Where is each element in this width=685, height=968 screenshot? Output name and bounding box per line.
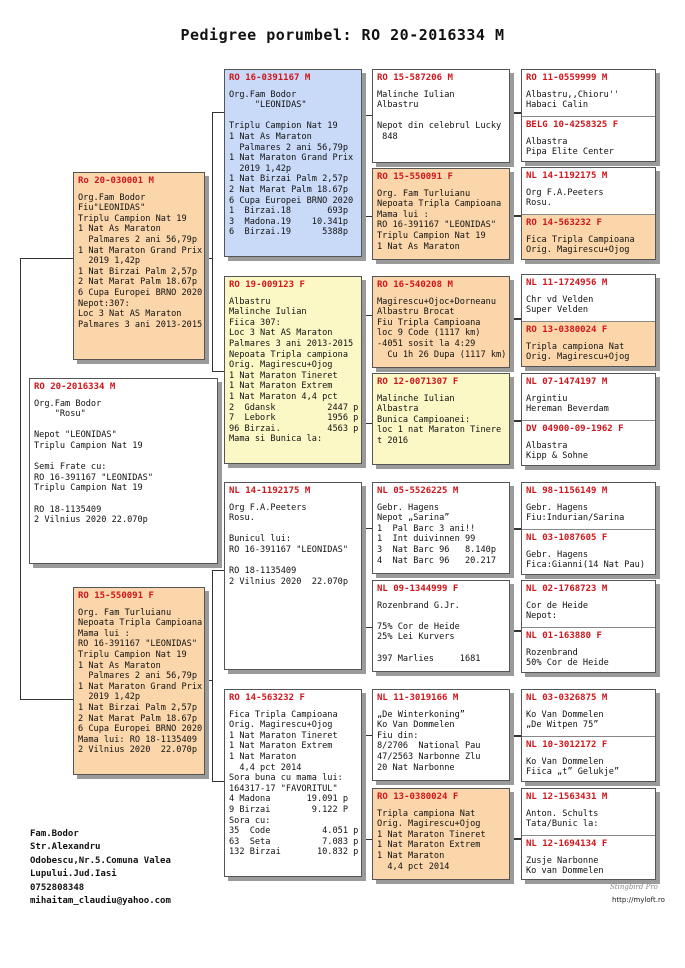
gen4-sire-5	[522, 483, 655, 528]
gen4-dam-details-1: Albastra Pipa Elite Center	[526, 136, 614, 158]
subject-details: Org.Fam Bodor "Rosu" Nepot "LEONIDAS" Triplu Campion Nat 19 Semi Frate cu: RO 16-391167 "LEONIDAS" Triplu Campion Nat 19 RO 18-1135409 2 Vilnius 2020 22.070p	[34, 398, 153, 526]
gen3-ring-7: NL 11-3019166 M	[377, 693, 459, 703]
gen4-sire-ring-2: NL 14-1192175 M	[526, 171, 608, 181]
gen3-details-8: Tripla campiona Nat Orig. Magirescu+Ojog 1 Nat Maraton Tineret 1 Nat Maraton Extrem 1 Nat Maraton 4,4 pct 2014	[377, 808, 486, 872]
gen4-pair-2[interactable]	[521, 167, 656, 260]
gen3-card-1[interactable]	[372, 69, 510, 163]
gen4-sire-4	[522, 374, 655, 419]
gen3-ring-5: NL 05-5526225 M	[377, 486, 459, 496]
granddam-maternal-card[interactable]	[224, 689, 362, 877]
gen4-dam-details-5: Gebr. Hagens Fica:Gianni(14 Nat Pau)	[526, 549, 645, 571]
gen4-pair-8[interactable]	[521, 788, 656, 880]
gen4-sire-details-7: Ko Van Dommelen „De Witpen 75”	[526, 709, 604, 731]
gen3-details-4: Malinche Iulian Albastra Bunica Campioanei: loc 1 nat Maraton Tinere t 2016	[377, 393, 502, 446]
dam-ring: RO 15-550091 F	[78, 591, 154, 601]
gen4-sire-details-2: Org F.A.Peeters Rosu.	[526, 187, 604, 209]
gen3-details-5: Gebr. Hagens Nepot „Sarina” 1 Pal Barc 3 ani!! 1 Int duivinnen 99 3 Nat Barc 96 8.140p 4 Nat Barc 96 20.217	[377, 502, 496, 566]
sire-details: Org.Fam Bodor Fiu"LEONIDAS" Triplu Campion Nat 19 1 Nat As Maraton Palmares 2 ani 56,79p 1 Nat Maraton Grand Prix 2019 1,42p 1 Nat Birzai Palm 2,57p 2 Nat Marat Palm 18.67p 6 Cupa Europei BRNO 2020 Nepot:307: Loc 3 Nat AS Maraton Palmares 3 ani 2013-2015	[78, 192, 203, 330]
gen4-sire-2	[522, 168, 655, 213]
brand-logo: Stingbird Pro	[610, 883, 658, 891]
gen4-dam-details-3: Tripla campiona Nat Orig. Magirescu+Ojog	[526, 341, 630, 363]
gen4-dam-4	[522, 420, 655, 466]
gen4-pair-6[interactable]	[521, 580, 656, 673]
gen4-sire-ring-8: NL 12-1563431 M	[526, 792, 608, 802]
gen4-pair-1[interactable]	[521, 69, 656, 162]
grandsire-maternal-details: Org F.A.Peeters Rosu. Bunicul lui: RO 16-391167 "LEONIDAS" RO 18-1135409 2 Vilnius 2020 22.070p	[229, 502, 348, 587]
gen4-sire-7	[522, 690, 655, 735]
gen4-sire-details-6: Cor de Heide Nepot:	[526, 600, 589, 622]
granddam-paternal-ring: RO 19-009123 F	[229, 280, 305, 290]
gen4-dam-3	[522, 321, 655, 367]
gen4-sire-3	[522, 275, 655, 320]
subject-ring: RO 20-2016334 M	[34, 382, 116, 392]
gen4-sire-details-5: Gebr. Hagens Fiu:Indurian/Sarina	[526, 502, 625, 524]
gen3-ring-4: RO 12-0071307 F	[377, 377, 459, 387]
gen4-dam-ring-2: RO 14-563232 F	[526, 218, 602, 228]
dam-details: Org. Fam Turluianu Nepoata Tripla Campioana Mama lui : RO 16-391167 "LEONIDAS" Triplu Campion Nat 19 1 Nat As Maraton Palmares 2 ani 56,79p 1 Nat Maraton Grand Prix 2019 1,42p 1 Nat Birzai Palm 2,57p 2 Nat Marat Palm 18.67p 6 Cupa Europei BRNO 2020 Mama lui: RO 18-1135409 2 Vilnius 2020 22.070p	[78, 607, 203, 756]
granddam-paternal-card[interactable]	[224, 276, 362, 464]
gen4-dam-details-8: Zusje Narbonne Ko van Dommelen	[526, 855, 604, 877]
gen3-details-6: Rozenbrand G.Jr. 75% Cor de Heide 25% Lei Kurvers 397 Marlies 1681	[377, 600, 481, 664]
grandsire-maternal-ring: NL 14-1192175 M	[229, 486, 311, 496]
gen4-sire-ring-5: NL 98-1156149 M	[526, 486, 608, 496]
grandsire-maternal-card[interactable]	[224, 482, 362, 670]
gen4-dam-ring-4: DV 04900-09-1962 F	[526, 424, 624, 434]
gen4-sire-6	[522, 581, 655, 626]
gen4-pair-7[interactable]	[521, 689, 656, 782]
sire-card[interactable]	[73, 172, 205, 360]
gen4-sire-ring-6: NL 02-1768723 M	[526, 584, 608, 594]
gen4-dam-ring-6: NL 01-163880 F	[526, 631, 602, 641]
gen3-card-3[interactable]	[372, 276, 510, 368]
gen4-sire-ring-4: NL 07-1474197 M	[526, 377, 608, 387]
gen4-sire-ring-3: NL 11-1724956 M	[526, 278, 608, 288]
dam-card[interactable]	[73, 587, 205, 775]
gen4-dam-details-7: Ko Van Dommelen Fiica „t” Gelukje”	[526, 756, 620, 778]
grandsire-paternal-details: Org.Fam Bodor "LEONIDAS" Triplu Campion Nat 19 1 Nat As Maraton Palmares 2 ani 56,79p 1 Nat Maraton Grand Prix 2019 1,42p 1 Nat Birzai Palm 2,57p 2 Nat Marat Palm 18.67p 6 Cupa Europei BRNO 2020 1 Birzai.18 693p 3 Madona.19 10.341p 6 Birzai.19 5388p	[229, 89, 354, 238]
brand-url[interactable]: http://myloft.ro	[612, 896, 665, 904]
gen4-dam-6	[522, 627, 655, 673]
gen4-sire-details-4: Argintiu Hereman Beverdam	[526, 393, 609, 415]
granddam-paternal-details: Albastru Malinche Iulian Fiica 307: Loc 3 Nat AS Maraton Palmares 3 ani 2013-2015 Nepoata Tripla campiona Orig. Magirescu+Ojog 1 Nat Maraton Tineret 1 Nat Maraton Extrem 1 Nat Maraton 4,4 pct 2 Gdansk 2447 p 7 Lebork 1956 p 96 Birzai. 4563 p Mama si Bunica la:	[229, 296, 359, 445]
gen3-ring-2: RO 15-550091 F	[377, 172, 453, 182]
gen4-dam-ring-8: NL 12-1694134 F	[526, 839, 608, 849]
gen3-details-1: Malinche Iulian Albastru Nepot din celebrul Lucky 848	[377, 89, 502, 142]
gen3-card-5[interactable]	[372, 482, 510, 574]
page-title: Pedigree porumbel: RO 20-2016334 M	[180, 26, 505, 44]
gen4-dam-details-2: Fica Tripla Campioana Orig. Magirescu+Ojog	[526, 234, 635, 256]
gen4-sire-details-8: Anton. Schults Tata/Bunic la:	[526, 808, 599, 830]
granddam-maternal-ring: RO 14-563232 F	[229, 693, 305, 703]
gen4-pair-5[interactable]	[521, 482, 656, 575]
owner-contact: Fam.Bodor Str.Alexandru Odobescu,Nr.5.Comuna Valea Lupului.Jud.Iasi 0752808348 mihaitam_claudiu@yahoo.com	[30, 829, 171, 907]
subject-card[interactable]	[29, 378, 218, 564]
gen4-dam-5	[522, 529, 655, 575]
gen4-dam-8	[522, 835, 655, 880]
gen4-dam-ring-5: NL 03-1087605 F	[526, 533, 608, 543]
gen3-details-2: Org. Fam Turluianu Nepoata Tripla Campioana Mama lui : RO 16-391167 "LEONIDAS" Triplu Campion Nat 19 1 Nat As Maraton	[377, 188, 502, 252]
gen4-dam-ring-3: RO 13-0380024 F	[526, 325, 608, 335]
gen4-dam-details-6: Rozenbrand 50% Cor de Heide	[526, 647, 609, 669]
gen3-card-6[interactable]	[372, 580, 510, 672]
gen4-dam-7	[522, 736, 655, 782]
granddam-maternal-details: Fica Tripla Campioana Orig. Magirescu+Ojog 1 Nat Maraton Tineret 1 Nat Maraton Extrem 1 Nat Maraton 4,4 pct 2014 Sora buna cu mama lui: 164317-17 "FAVORITUL" 4 Madona 19.091 p 9 Birzai 9.122 P Sora cu: 35 Code 4.051 p 63 Seta 7.083 p 132 Birzai 10.832 p	[229, 709, 359, 858]
gen3-card-2[interactable]	[372, 168, 510, 260]
gen3-card-8[interactable]	[372, 788, 510, 880]
gen3-ring-3: RO 16-540208 M	[377, 280, 453, 290]
gen4-dam-ring-1: BELG 10-4258325 F	[526, 120, 619, 130]
gen4-dam-ring-7: NL 10-3012172 F	[526, 740, 608, 750]
gen4-dam-details-4: Albastra Kipp & Sohne	[526, 440, 589, 462]
gen4-sire-ring-7: NL 03-0326875 M	[526, 693, 608, 703]
gen4-sire-1	[522, 70, 655, 115]
gen4-pair-4[interactable]	[521, 373, 656, 466]
gen3-ring-8: RO 13-0380024 F	[377, 792, 459, 802]
gen4-dam-1	[522, 116, 655, 162]
gen4-dam-2	[522, 214, 655, 260]
gen4-sire-ring-1: RO 11-0559999 M	[526, 73, 608, 83]
gen3-details-7: „De Winterkoning” Ko Van Dommelen Fiu din: 8/2706 National Pau 47/2563 Narbonne Zlu 20 Nat Narbonne	[377, 709, 481, 773]
gen4-sire-details-1: Albastru,,Chioru'' Habaci Calin	[526, 89, 620, 111]
gen3-ring-6: NL 09-1344999 F	[377, 584, 459, 594]
gen3-card-4[interactable]	[372, 373, 510, 465]
gen4-sire-8	[522, 789, 655, 834]
gen3-ring-1: RO 15-587206 M	[377, 73, 453, 83]
gen4-pair-3[interactable]	[521, 274, 656, 367]
grandsire-paternal-card[interactable]	[224, 69, 362, 257]
sire-ring: Ro 20-030001 M	[78, 176, 154, 186]
gen4-sire-details-3: Chr vd Velden Super Velden	[526, 294, 594, 316]
gen3-details-3: Magirescu+Ojoc+Dorneanu Albastru Brocat Fiu Tripla Campioana loc 9 Code (1117 km) -4051 sosit la 4:29 Cu 1h 26 Dupa (1117 km)	[377, 296, 507, 360]
gen3-card-7[interactable]	[372, 689, 510, 781]
grandsire-paternal-ring: RO 16-0391167 M	[229, 73, 311, 83]
